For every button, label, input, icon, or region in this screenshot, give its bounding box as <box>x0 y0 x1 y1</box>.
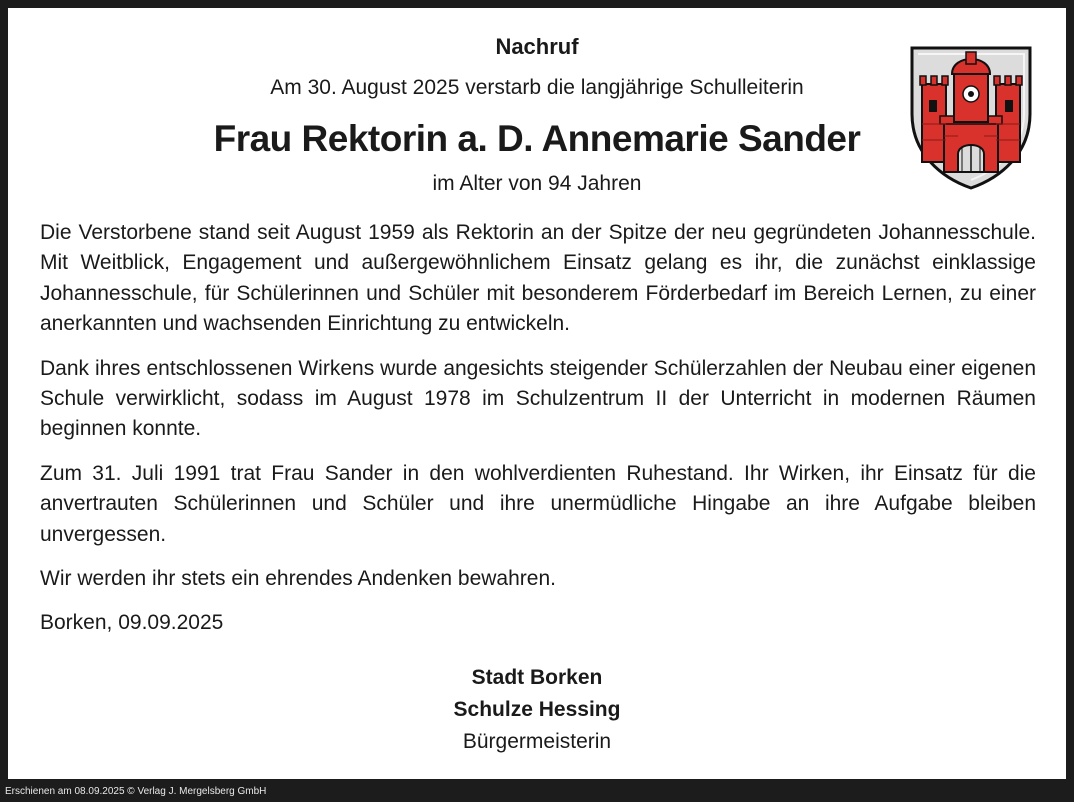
place-date: Borken, 09.09.2025 <box>40 611 224 635</box>
signature-person: Schulze Hessing <box>453 698 621 721</box>
paragraph-retirement: Zum 31. Juli 1991 trat Frau Sander in den wohlverdienten Ruhestand. Ihr Wirken, ihr Einsatz für die anvertrauten Schülerinnen und Schüler und ihre unermüdliche Hingabe an ihre Aufgabe bleiben unvergessen. <box>40 461 1036 546</box>
publication-footer: Erschienen am 08.09.2025 © Verlag J. Mergelsberg GmbH <box>5 786 267 797</box>
paragraph-remembrance: Wir werden ihr stets ein ehrendes Andenken bewahren. <box>40 567 556 591</box>
signature-organization: Stadt Borken <box>471 666 603 689</box>
deceased-name: Frau Rektorin a. D. Annemarie Sander <box>213 118 861 159</box>
signature-block <box>8 662 1066 758</box>
obituary-page <box>8 8 1066 779</box>
coat-of-arms-icon <box>908 44 1034 190</box>
signature-role: Bürgermeisterin <box>462 730 612 753</box>
paragraph-new-building: Dank ihres entschlossenen Wirkens wurde angesichts steigender Schülerzahlen der Neubau einer eigenen Schule verwirklicht, sodass im August 1978 im Schulzentrum II der Unterricht in modernen Räumen beginnen konnte. <box>40 356 1036 441</box>
paragraph-career: Die Verstorbene stand seit August 1959 als Rektorin an der Spitze der neu gegründeten Johannesschule. Mit Weitblick, Engagement und außergewöhnlichem Einsatz gelang es ihr, die zunächst einklassige Johannesschule, für Schülerinnen und Schüler mit besonderem Förderbedarf im Bereich Lernen, zu einer anerkannten und wachsenden Einrichtung zu entwickeln. <box>40 221 1036 336</box>
obituary-intro: Am 30. August 2025 verstarb die langjährige Schulleiterin <box>270 76 804 99</box>
obituary-body <box>40 218 1036 653</box>
deceased-age: im Alter von 94 Jahren <box>432 172 642 195</box>
obituary-title: Nachruf <box>495 34 579 59</box>
